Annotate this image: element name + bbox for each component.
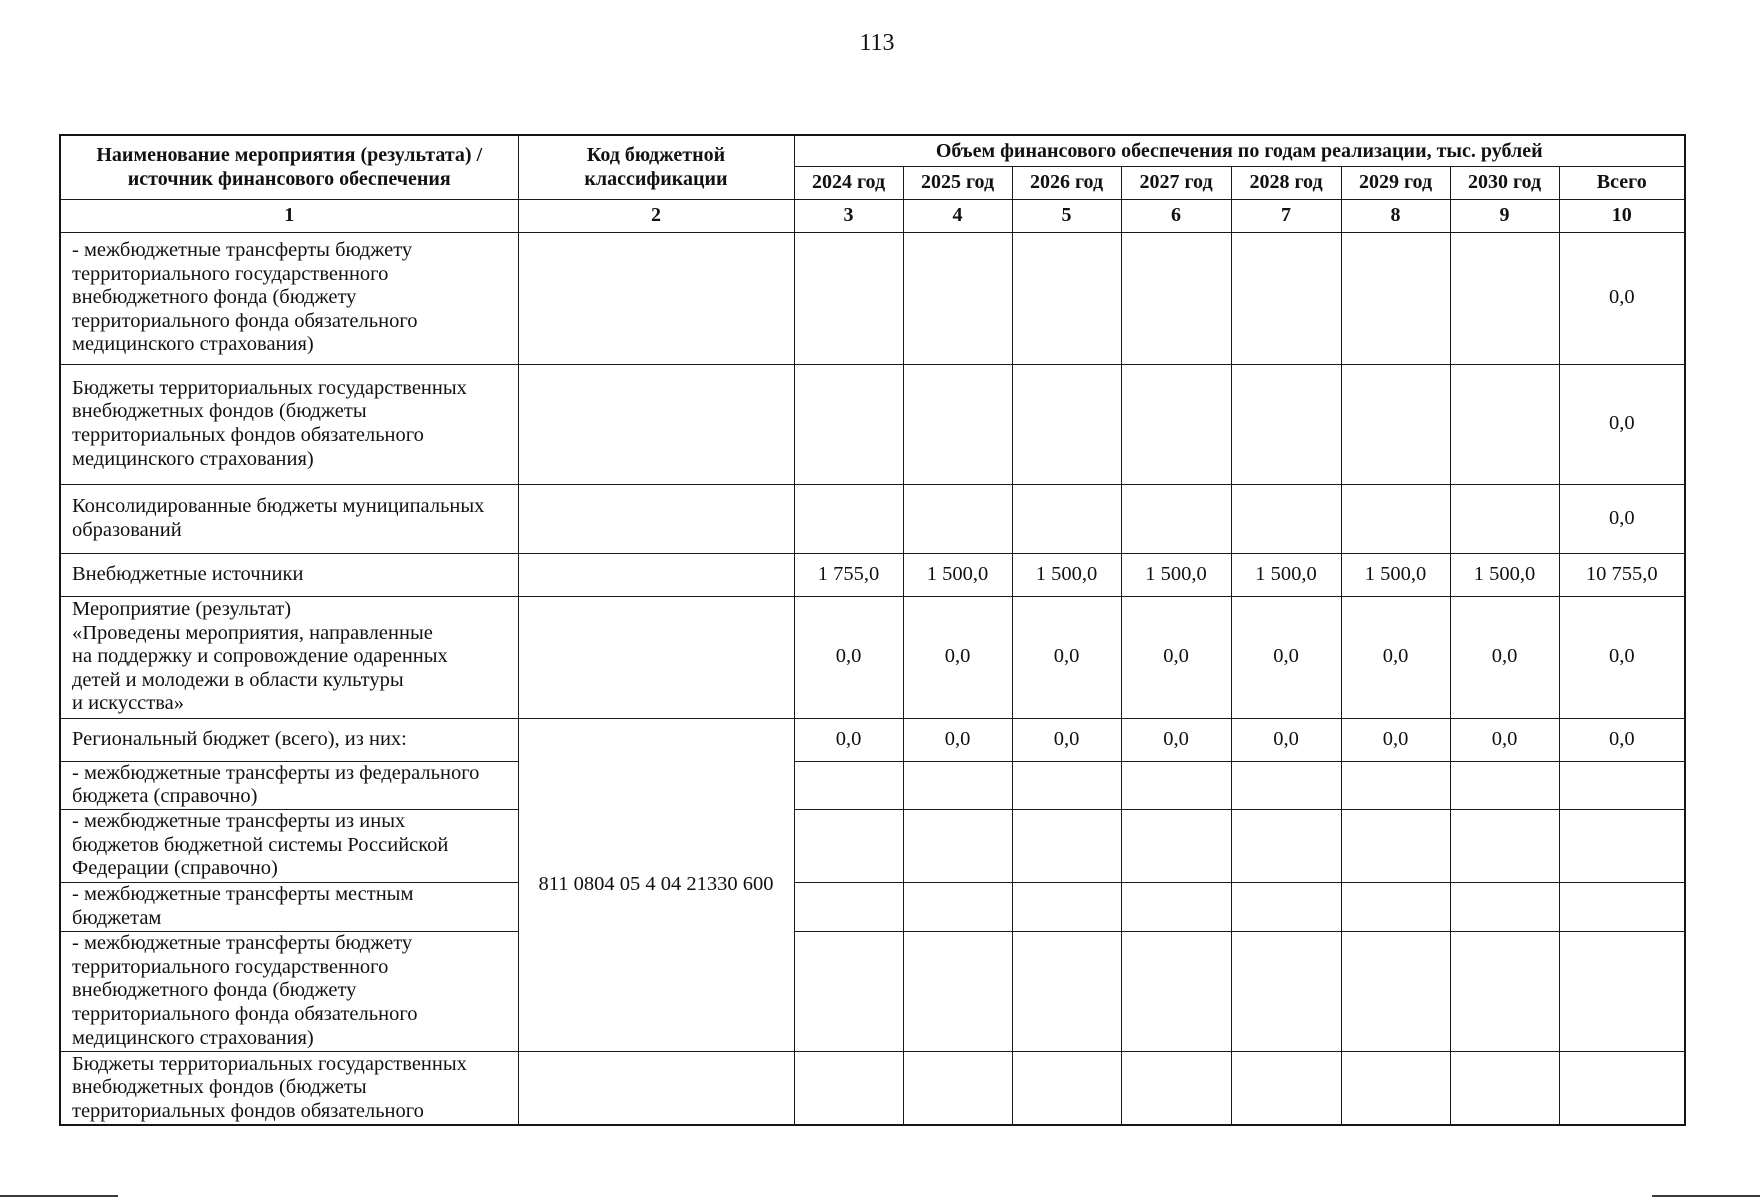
value-2027-cell [1121,882,1231,931]
budget-code-cell: 811 0804 05 4 04 21330 600 [518,718,794,1051]
value-2028-cell [1231,484,1341,553]
column-number: 5 [1012,199,1121,232]
budget-code-cell [518,553,794,596]
value-2025-cell [903,364,1012,484]
value-2025-cell [903,931,1012,1051]
row-name-cell: - межбюджетные трансферты местным бюджетам [60,882,518,931]
value-2028-cell: 1 500,0 [1231,553,1341,596]
value-total-cell [1559,809,1685,882]
value-2025-cell [903,809,1012,882]
value-2028-cell [1231,364,1341,484]
header-year-2029: 2029 год [1341,166,1450,199]
value-2024-cell: 1 755,0 [794,553,903,596]
value-2030-cell [1450,364,1559,484]
row-transfers-to-territorial-fund [60,232,1685,364]
header-row-top [60,135,1685,166]
budget-code-cell [518,484,794,553]
value-2026-cell [1012,1051,1121,1125]
value-2026-cell: 1 500,0 [1012,553,1121,596]
value-2025-cell [903,1051,1012,1125]
value-2027-cell [1121,1051,1231,1125]
value-2026-cell [1012,484,1121,553]
budget-code-cell [518,1051,794,1125]
value-2026-cell: 0,0 [1012,718,1121,761]
row-name-cell: Консолидированные бюджеты муниципальных образований [60,484,518,553]
value-2026-cell [1012,761,1121,809]
value-2024-cell [794,1051,903,1125]
value-2025-cell [903,484,1012,553]
value-2027-cell: 0,0 [1121,596,1231,718]
value-2029-cell [1341,232,1450,364]
value-2024-cell [794,364,903,484]
value-2026-cell [1012,232,1121,364]
value-2027-cell: 1 500,0 [1121,553,1231,596]
value-2030-cell [1450,761,1559,809]
value-2027-cell [1121,931,1231,1051]
value-2028-cell [1231,761,1341,809]
column-number: 8 [1341,199,1450,232]
value-2030-cell [1450,931,1559,1051]
value-total-cell: 0,0 [1559,596,1685,718]
value-2024-cell [794,761,903,809]
column-number: 4 [903,199,1012,232]
row-territorial-extrabudgetary-funds [60,1051,1685,1125]
value-2024-cell [794,931,903,1051]
value-2030-cell [1450,1051,1559,1125]
value-2025-cell [903,882,1012,931]
column-number: 6 [1121,199,1231,232]
row-name-cell: - межбюджетные трансферты бюджету территориального государственного внебюджетного фонда (бюджету территориального фонда обязательного медицинского страхования) [60,232,518,364]
value-total-cell: 10 755,0 [1559,553,1685,596]
value-2024-cell [794,484,903,553]
value-2028-cell [1231,931,1341,1051]
value-2026-cell [1012,931,1121,1051]
scan-edge-line [1652,1195,1760,1197]
row-transfers-from-federal-budget [60,761,1685,809]
row-regional-budget-total [60,718,1685,761]
column-number: 1 [60,199,518,232]
header-year-2024: 2024 год [794,166,903,199]
column-numbers-row [60,199,1685,232]
row-transfers-to-local-budgets [60,882,1685,931]
value-2026-cell [1012,882,1121,931]
value-2027-cell [1121,761,1231,809]
value-total-cell: 0,0 [1559,484,1685,553]
row-name-cell: Бюджеты территориальных государственных внебюджетных фондов (бюджеты территориальных фондов обязательного [60,1051,518,1125]
column-number: 10 [1559,199,1685,232]
column-number: 9 [1450,199,1559,232]
header-year-2028: 2028 год [1231,166,1341,199]
value-2026-cell [1012,809,1121,882]
header-year-2030: 2030 год [1450,166,1559,199]
row-name-cell: Внебюджетные источники [60,553,518,596]
row-transfers-to-territorial-fund [60,931,1685,1051]
value-total-cell [1559,1051,1685,1125]
value-2029-cell [1341,364,1450,484]
value-total-cell [1559,761,1685,809]
column-number: 2 [518,199,794,232]
value-2025-cell [903,232,1012,364]
value-2027-cell [1121,809,1231,882]
value-total-cell: 0,0 [1559,232,1685,364]
row-consolidated-municipal-budgets [60,484,1685,553]
header-year-2025: 2025 год [903,166,1012,199]
value-2027-cell [1121,232,1231,364]
value-2028-cell: 0,0 [1231,596,1341,718]
budget-code-cell [518,596,794,718]
row-name-cell: - межбюджетные трансферты из федерального бюджета (справочно) [60,761,518,809]
value-2028-cell [1231,232,1341,364]
row-name-cell: - межбюджетные трансферты из иных бюджетов бюджетной системы Российской Федерации (справочно) [60,809,518,882]
budget-code-cell [518,364,794,484]
value-2024-cell [794,232,903,364]
value-2024-cell [794,882,903,931]
value-total-cell: 0,0 [1559,718,1685,761]
header-financing-volume: Объем финансового обеспечения по годам реализации, тыс. рублей [794,135,1685,166]
row-transfers-from-other-budgets [60,809,1685,882]
value-2029-cell [1341,1051,1450,1125]
value-2024-cell: 0,0 [794,718,903,761]
row-extrabudgetary-sources [60,553,1685,596]
value-2030-cell [1450,232,1559,364]
value-2027-cell [1121,484,1231,553]
row-name-cell: Бюджеты территориальных государственных внебюджетных фондов (бюджеты территориальных фондов обязательного медицинского страхования) [60,364,518,484]
column-number: 3 [794,199,903,232]
value-2025-cell [903,761,1012,809]
row-event-gifted-children-culture [60,596,1685,718]
value-2027-cell [1121,364,1231,484]
page-number: 113 [859,30,895,56]
row-name-cell: Региональный бюджет (всего), из них: [60,718,518,761]
budget-code-cell [518,232,794,364]
header-total: Всего [1559,166,1685,199]
value-2026-cell [1012,364,1121,484]
value-total-cell [1559,882,1685,931]
value-2029-cell: 1 500,0 [1341,553,1450,596]
value-2027-cell: 0,0 [1121,718,1231,761]
value-2028-cell [1231,1051,1341,1125]
value-2024-cell [794,809,903,882]
row-name-cell: - межбюджетные трансферты бюджету территориального государственного внебюджетного фонда (бюджету территориального фонда обязательного медицинского страхования) [60,931,518,1051]
value-2029-cell [1341,761,1450,809]
value-2030-cell: 1 500,0 [1450,553,1559,596]
value-2025-cell: 0,0 [903,596,1012,718]
value-2029-cell [1341,484,1450,553]
value-2029-cell: 0,0 [1341,718,1450,761]
value-total-cell: 0,0 [1559,364,1685,484]
value-2026-cell: 0,0 [1012,596,1121,718]
value-2030-cell: 0,0 [1450,596,1559,718]
value-2030-cell [1450,484,1559,553]
value-2030-cell [1450,809,1559,882]
value-2024-cell: 0,0 [794,596,903,718]
value-2029-cell [1341,809,1450,882]
header-code-column: Код бюджетной классификации [518,135,794,199]
column-number: 7 [1231,199,1341,232]
value-2028-cell [1231,882,1341,931]
value-2028-cell [1231,809,1341,882]
value-2028-cell: 0,0 [1231,718,1341,761]
value-2030-cell: 0,0 [1450,718,1559,761]
value-total-cell [1559,931,1685,1051]
value-2030-cell [1450,882,1559,931]
value-2029-cell [1341,882,1450,931]
value-2025-cell: 0,0 [903,718,1012,761]
row-territorial-extrabudgetary-funds [60,364,1685,484]
scan-edge-line [0,1195,118,1197]
value-2029-cell [1341,931,1450,1051]
header-year-2027: 2027 год [1121,166,1231,199]
value-2025-cell: 1 500,0 [903,553,1012,596]
header-name-column: Наименование мероприятия (результата) / источник финансового обеспечения [60,135,518,199]
header-year-2026: 2026 год [1012,166,1121,199]
financing-table [59,134,1686,1126]
row-name-cell: Мероприятие (результат) «Проведены мероприятия, направленные на поддержку и сопровождение одаренных детей и молодежи в области культуры и искусства» [60,596,518,718]
value-2029-cell: 0,0 [1341,596,1450,718]
